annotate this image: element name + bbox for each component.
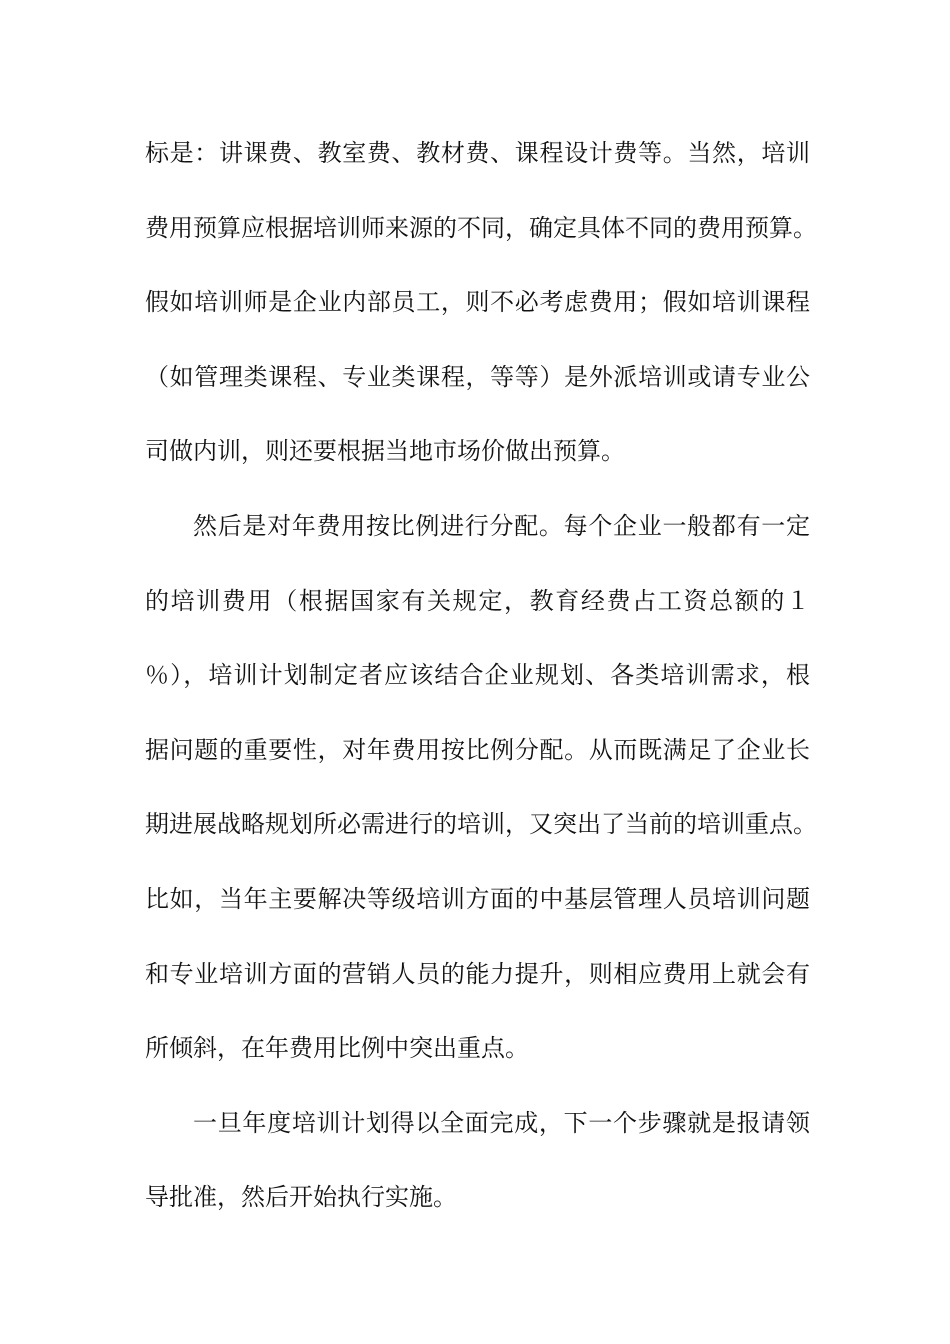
text-line: 所倾斜，在年费用比例中突出重点。 [145,1034,529,1063]
text-line: 和专业培训方面的营销人员的能力提升，则相应费用上就会有 [145,959,810,988]
text-line: 标是：讲课费、教室费、教材费、课程设计费等。当然，培训 [145,139,810,167]
text-line: 费用预算应根据培训师来源的不同，确定具体不同的费用预算。 [145,213,817,242]
text-line: 导批准，然后开始执行实施。 [145,1183,457,1212]
text-line: 假如培训师是企业内部员工，则不必考虑费用；假如培训课程 [145,288,810,317]
text-line: 期进展战略规划所必需进行的培训，又突出了当前的培训重点。 [145,810,817,839]
text-line: 的培训费用（根据国家有关规定，教育经费占工资总额的１ [145,586,810,615]
text-line: 比如，当年主要解决等级培训方面的中基层管理人员培训问题 [145,884,810,913]
text-line: 司做内训，则还要根据当地市场价做出预算。 [145,437,625,466]
text-line: （如管理类课程、专业类课程，等等）是外派培训或请专业公 [145,362,810,391]
paragraph-first-line: 一旦年度培训计划得以全面完成，下一个步骤就是报请领 [193,1108,810,1137]
text-line: ％），培训计划制定者应该结合企业规划、各类培训需求，根 [145,661,810,690]
text-line: 据问题的重要性，对年费用按比例分配。从而既满足了企业长 [145,735,810,764]
body-text [145,132,817,1251]
paragraph-first-line: 然后是对年费用按比例进行分配。每个企业一般都有一定 [193,511,810,540]
